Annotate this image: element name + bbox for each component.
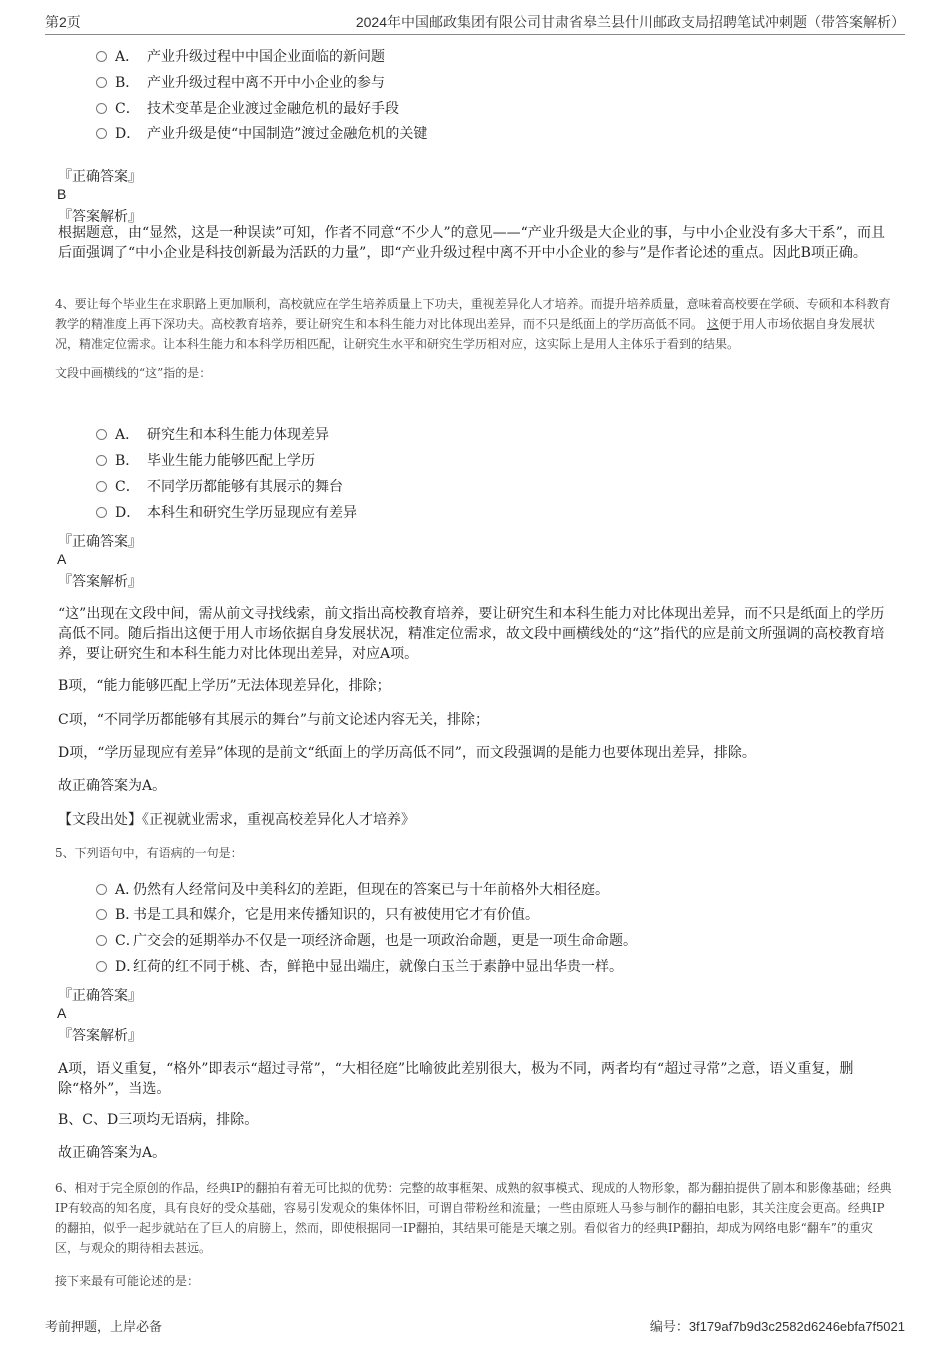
q6-passage: 6、相对于完全原创的作品，经典IP的翻拍有着无可比拟的优势：完整的故事框架、成熟的叙事模式、现成的人物形象，都为翻拍提供了剧本和影像基础；经典IP有较高的知名度，具有良好的受众基础，容易引发观众的集体怀旧，可谓自带粉丝和流量；一些由原班人马参与制作的翻拍电影，其关注度会更高。经典IP的翻拍，似乎一起步就站在了巨人的肩膀上，然而，即使根据同一IP翻拍，其结果可能是天壤之别。看似省力的经典IP翻拍，却成为网络电影“翻车”的重灾区，与观众的期待相去甚远。: [55, 1181, 892, 1255]
q3-answer: B: [57, 186, 67, 202]
q4-analysis-label: 『答案解析』: [58, 574, 142, 590]
underlined-word: 这: [706, 317, 719, 331]
q4-analysis-b: B项，“能力能够匹配上学历”无法体现差异化，排除；: [58, 678, 391, 694]
radio-icon[interactable]: [96, 103, 107, 114]
radio-icon[interactable]: [96, 961, 107, 972]
q3-option-c[interactable]: C． 技术变革是企业渡过金融危机的最好手段: [96, 98, 399, 120]
radio-icon[interactable]: [96, 909, 107, 920]
footer-id: 编号：3f179af7b9d3c2582d6246ebfa7f5021: [649, 1319, 905, 1334]
radio-icon[interactable]: [96, 884, 107, 895]
q4-option-d[interactable]: D． 本科生和研究生学历显现应有差异: [96, 502, 357, 524]
q5-answer: A: [57, 1005, 67, 1021]
radio-icon[interactable]: [96, 481, 107, 492]
q3-option-b[interactable]: B． 产业升级过程中离不开中小企业的参与: [96, 72, 385, 94]
q3-analysis: 根据题意，由“显然，这是一种误读”可知，作者不同意“不少人”的意见——“产业升级是大企业的事，与中小企业没有多大干系”，而且后面强调了“中小企业是科技创新最为活跃的力量”，即“产业升级过程中离不开中小企业的参与”是作者论述的重点。因此B项正确。: [58, 225, 885, 261]
q4-option-a[interactable]: A． 研究生和本科生能力体现差异: [96, 424, 329, 446]
radio-icon[interactable]: [96, 77, 107, 88]
q4-answer-label: 『正确答案』: [58, 534, 142, 550]
q5-analysis-a: A项，语义重复，“格外”即表示“超过寻常”，“大相径庭”比喻彼此差别很大，极为不同，两者均有“超过寻常”之意，语义重复，删除“格外”，当选。: [58, 1061, 854, 1097]
q4-analysis-d: D项，“学历显现应有差异”体现的是前文“纸面上的学历高低不同”，而文段强调的是能力也要体现出差异，排除。: [58, 745, 756, 761]
q3-option-a[interactable]: A． 产业升级过程中中国企业面临的新问题: [96, 46, 385, 68]
q5-option-a[interactable]: A．仍然有人经常问及中美科幻的差距，但现在的答案已与十年前格外大相径庭。: [96, 879, 609, 901]
q5-analysis-label: 『答案解析』: [58, 1028, 142, 1044]
q5-analysis-bcd: B、C、D三项均无语病，排除。: [58, 1112, 259, 1128]
document-title: 2024年中国邮政集团有限公司甘肃省皋兰县什川邮政支局招聘笔试冲刺题（带答案解析）: [355, 14, 905, 30]
q3-analysis-label: 『答案解析』: [58, 209, 142, 225]
q4-source: 【文段出处】《正视就业需求，重视高校差异化人才培养》: [58, 812, 415, 828]
page-number: 第2页: [45, 14, 81, 30]
header-divider: [45, 34, 905, 35]
q4-passage: 4、要让每个毕业生在求职路上更加顺利，高校就应在学生培养质量上下功夫，重视差异化人才培养。而提升培养质量，意味着高校要在学硕、专硕和本科教育教学的精准度上再下深功夫。高校教育培养，要让研究生和本科生能力对比体现出差异，而不只是纸面上的学历高低不同。 这便于用人市场依据自身发展状况，精准定位需求。让本科生能力和本科学历相匹配，让研究生水平和研究生学历相对应，这实际上是用人主体乐于看到的结果。: [55, 297, 891, 351]
footer-slogan: 考前押题，上岸必备: [45, 1319, 163, 1334]
q3-answer-label: 『正确答案』: [58, 169, 142, 185]
q4-option-b[interactable]: B． 毕业生能力能够匹配上学历: [96, 450, 315, 472]
radio-icon[interactable]: [96, 51, 107, 62]
q4-question: 文段中画横线的“这”指的是：: [55, 366, 212, 380]
q4-option-c[interactable]: C． 不同学历都能够有其展示的舞台: [96, 476, 343, 498]
q5-answer-label: 『正确答案』: [58, 988, 142, 1004]
q5-question: 5、下列语句中，有语病的一句是：: [55, 846, 243, 860]
radio-icon[interactable]: [96, 507, 107, 518]
radio-icon[interactable]: [96, 455, 107, 466]
q3-option-d[interactable]: D． 产业升级是使“中国制造”渡过金融危机的关键: [96, 123, 427, 145]
radio-icon[interactable]: [96, 128, 107, 139]
radio-icon[interactable]: [96, 429, 107, 440]
q5-option-b[interactable]: B．书是工具和媒介，它是用来传播知识的，只有被使用它才有价值。: [96, 904, 539, 926]
q4-answer: A: [57, 551, 67, 567]
q5-option-d[interactable]: D．红荷的红不同于桃、杏，鲜艳中显出端庄，就像白玉兰于素静中显出华贵一样。: [96, 956, 623, 978]
radio-icon[interactable]: [96, 935, 107, 946]
q6-question: 接下来最有可能论述的是：: [55, 1274, 200, 1288]
q4-analysis-conclusion: 故正确答案为A。: [58, 778, 167, 794]
q5-analysis-conclusion: 故正确答案为A。: [58, 1145, 167, 1161]
q5-option-c[interactable]: C．广交会的延期举办不仅是一项经济命题，也是一项政治命题，更是一项生命命题。: [96, 930, 637, 952]
q4-analysis-c: C项，“不同学历都能够有其展示的舞台”与前文论述内容无关，排除；: [58, 712, 490, 728]
q4-analysis-para: “这”出现在文段中间，需从前文寻找线索，前文指出高校教育培养，要让研究生和本科生能力对比体现出差异，而不只是纸面上的学历高低不同。随后指出这便于用人市场依据自身发展状况，精准定位需求，故文段中画横线处的“这”指代的应是前文所强调的高校教育培养，要让研究生和本科生能力对比体现出差异，对应A项。: [58, 606, 885, 662]
